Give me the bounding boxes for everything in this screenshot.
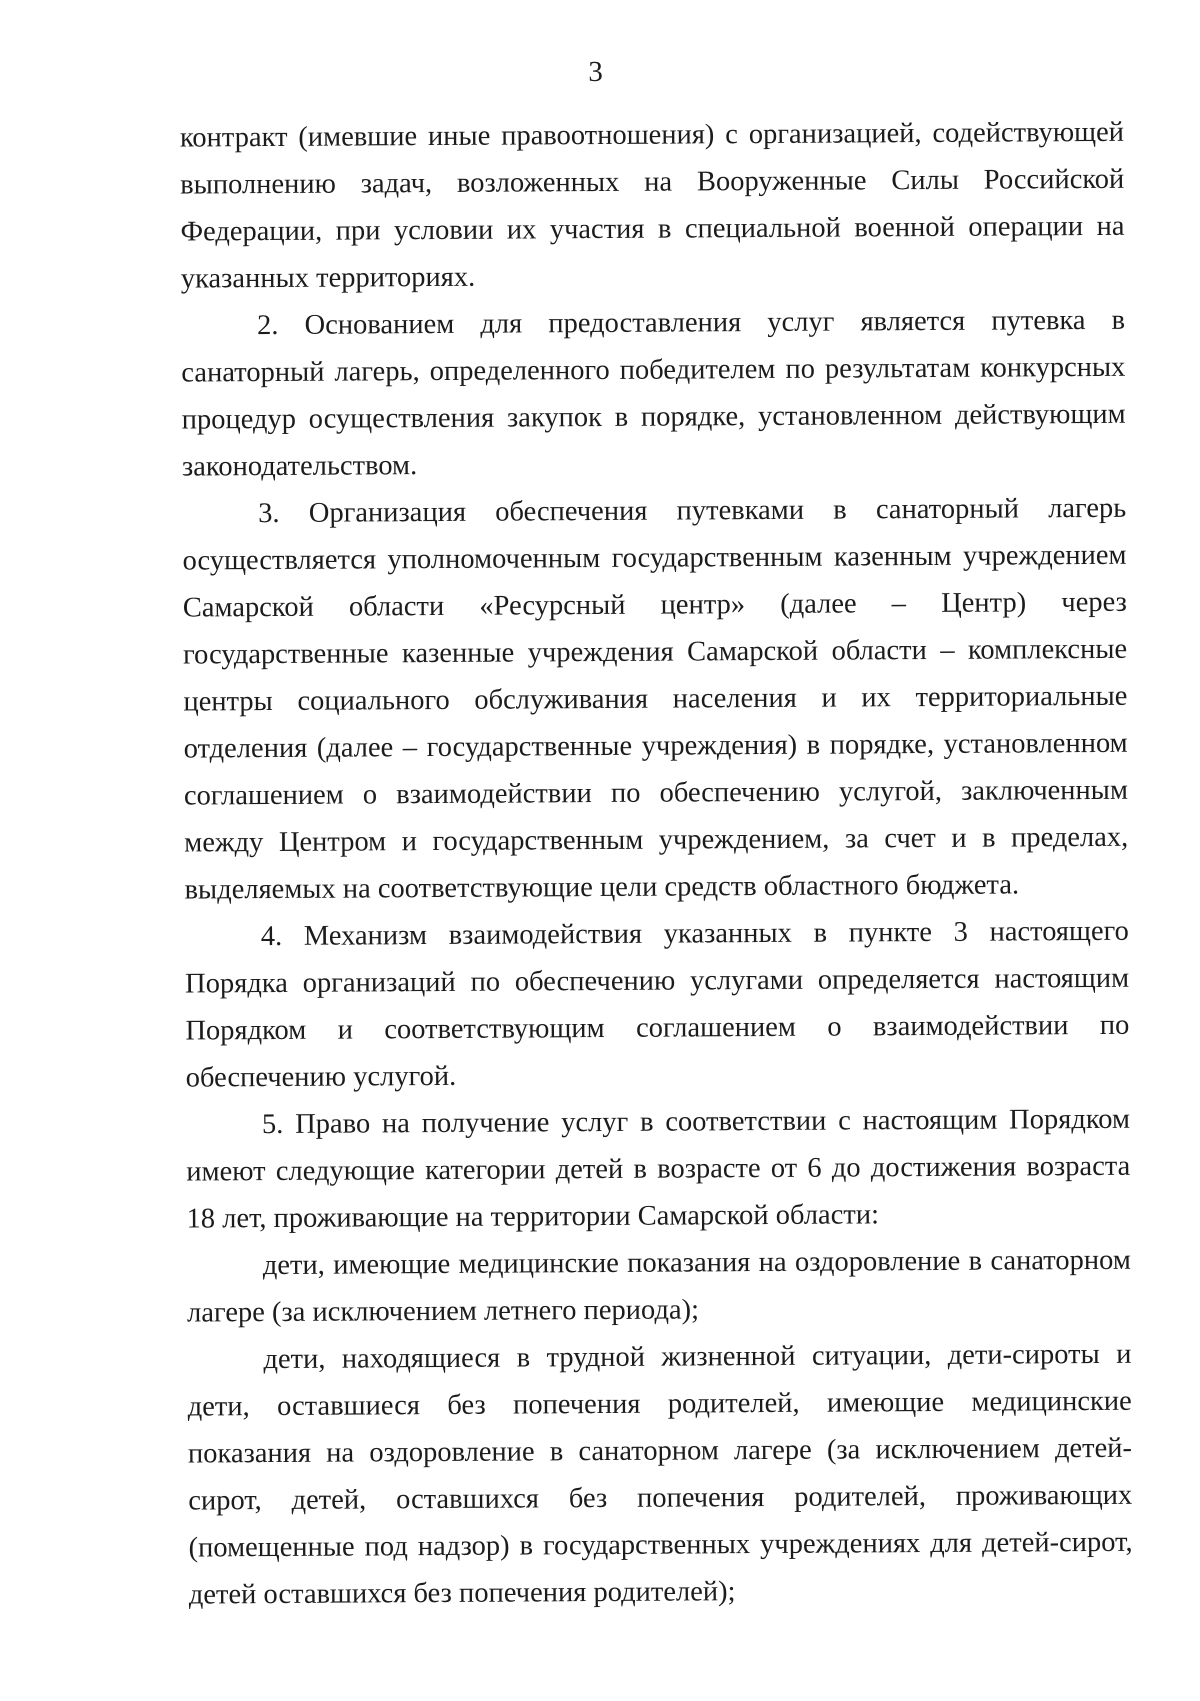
paragraph-item-4: 4. Механизм взаимодействия указанных в пункте 3 настоящего Порядка организаций по обеспечению услугами определяется настоящим Порядком и соответствующим соглашением о взаимодействии по обеспечению услугой. [185, 915, 1130, 1094]
paragraph-category-medical: дети, имеющие медицинские показания на оздоровление в санаторном лагере (за исключением летнего периода); [187, 1244, 1131, 1329]
paragraph-item-2: 2. Основанием для предоставления услуг является путевка в санаторный лагерь, определенного победителем по результатам конкурсных процедур осуществления закупок в порядке, установленном действующим законодательством. [181, 304, 1126, 483]
paragraph-item-3: 3. Организация обеспечения путевками в санаторный лагерь осуществляется уполномоченным государственным казенным учреждением Самарской области «Ресурсный центр» (далее – Центр) через государственные казенные учреждения Самарской области – комплексные центры социального обслуживания населения и их территориальные отделения (далее – государственные учреждения) в порядке, установленном соглашением о взаимодействии по обеспечению услугой, заключенным между Центром и государственным учреждением, за счет и в пределах, выделяемых на соответствующие цели средств областного бюджета. [182, 492, 1129, 906]
page-number: 3 [588, 55, 603, 89]
paragraph-continuation: контракт (имевшие иные правоотношения) с организацией, содействующей выполнению задач, возложенных на Вооруженные Силы Российской Федерации, при условии их участия в специальной военной операции на указанных территориях. [179, 116, 1125, 295]
paragraph-item-5: 5. Право на получение услуг в соответствии с настоящим Порядком имеют следующие категории детей в возрасте от 6 до достижения возраста 18 лет, проживающие на территории Самарской области: [186, 1103, 1131, 1235]
paragraph-category-hardship: дети, находящиеся в трудной жизненной ситуации, дети-сироты и дети, оставшиеся без попечения родителей, имеющие медицинские показания на оздоровление в санаторном лагере (за исключением детей-сирот, детей, оставшихся без попечения родителей, проживающих (помещенные под надзор) в государственных учреждениях для детей-сирот, детей оставшихся без попечения родителей); [187, 1338, 1133, 1611]
document-body [180, 109, 1133, 1619]
